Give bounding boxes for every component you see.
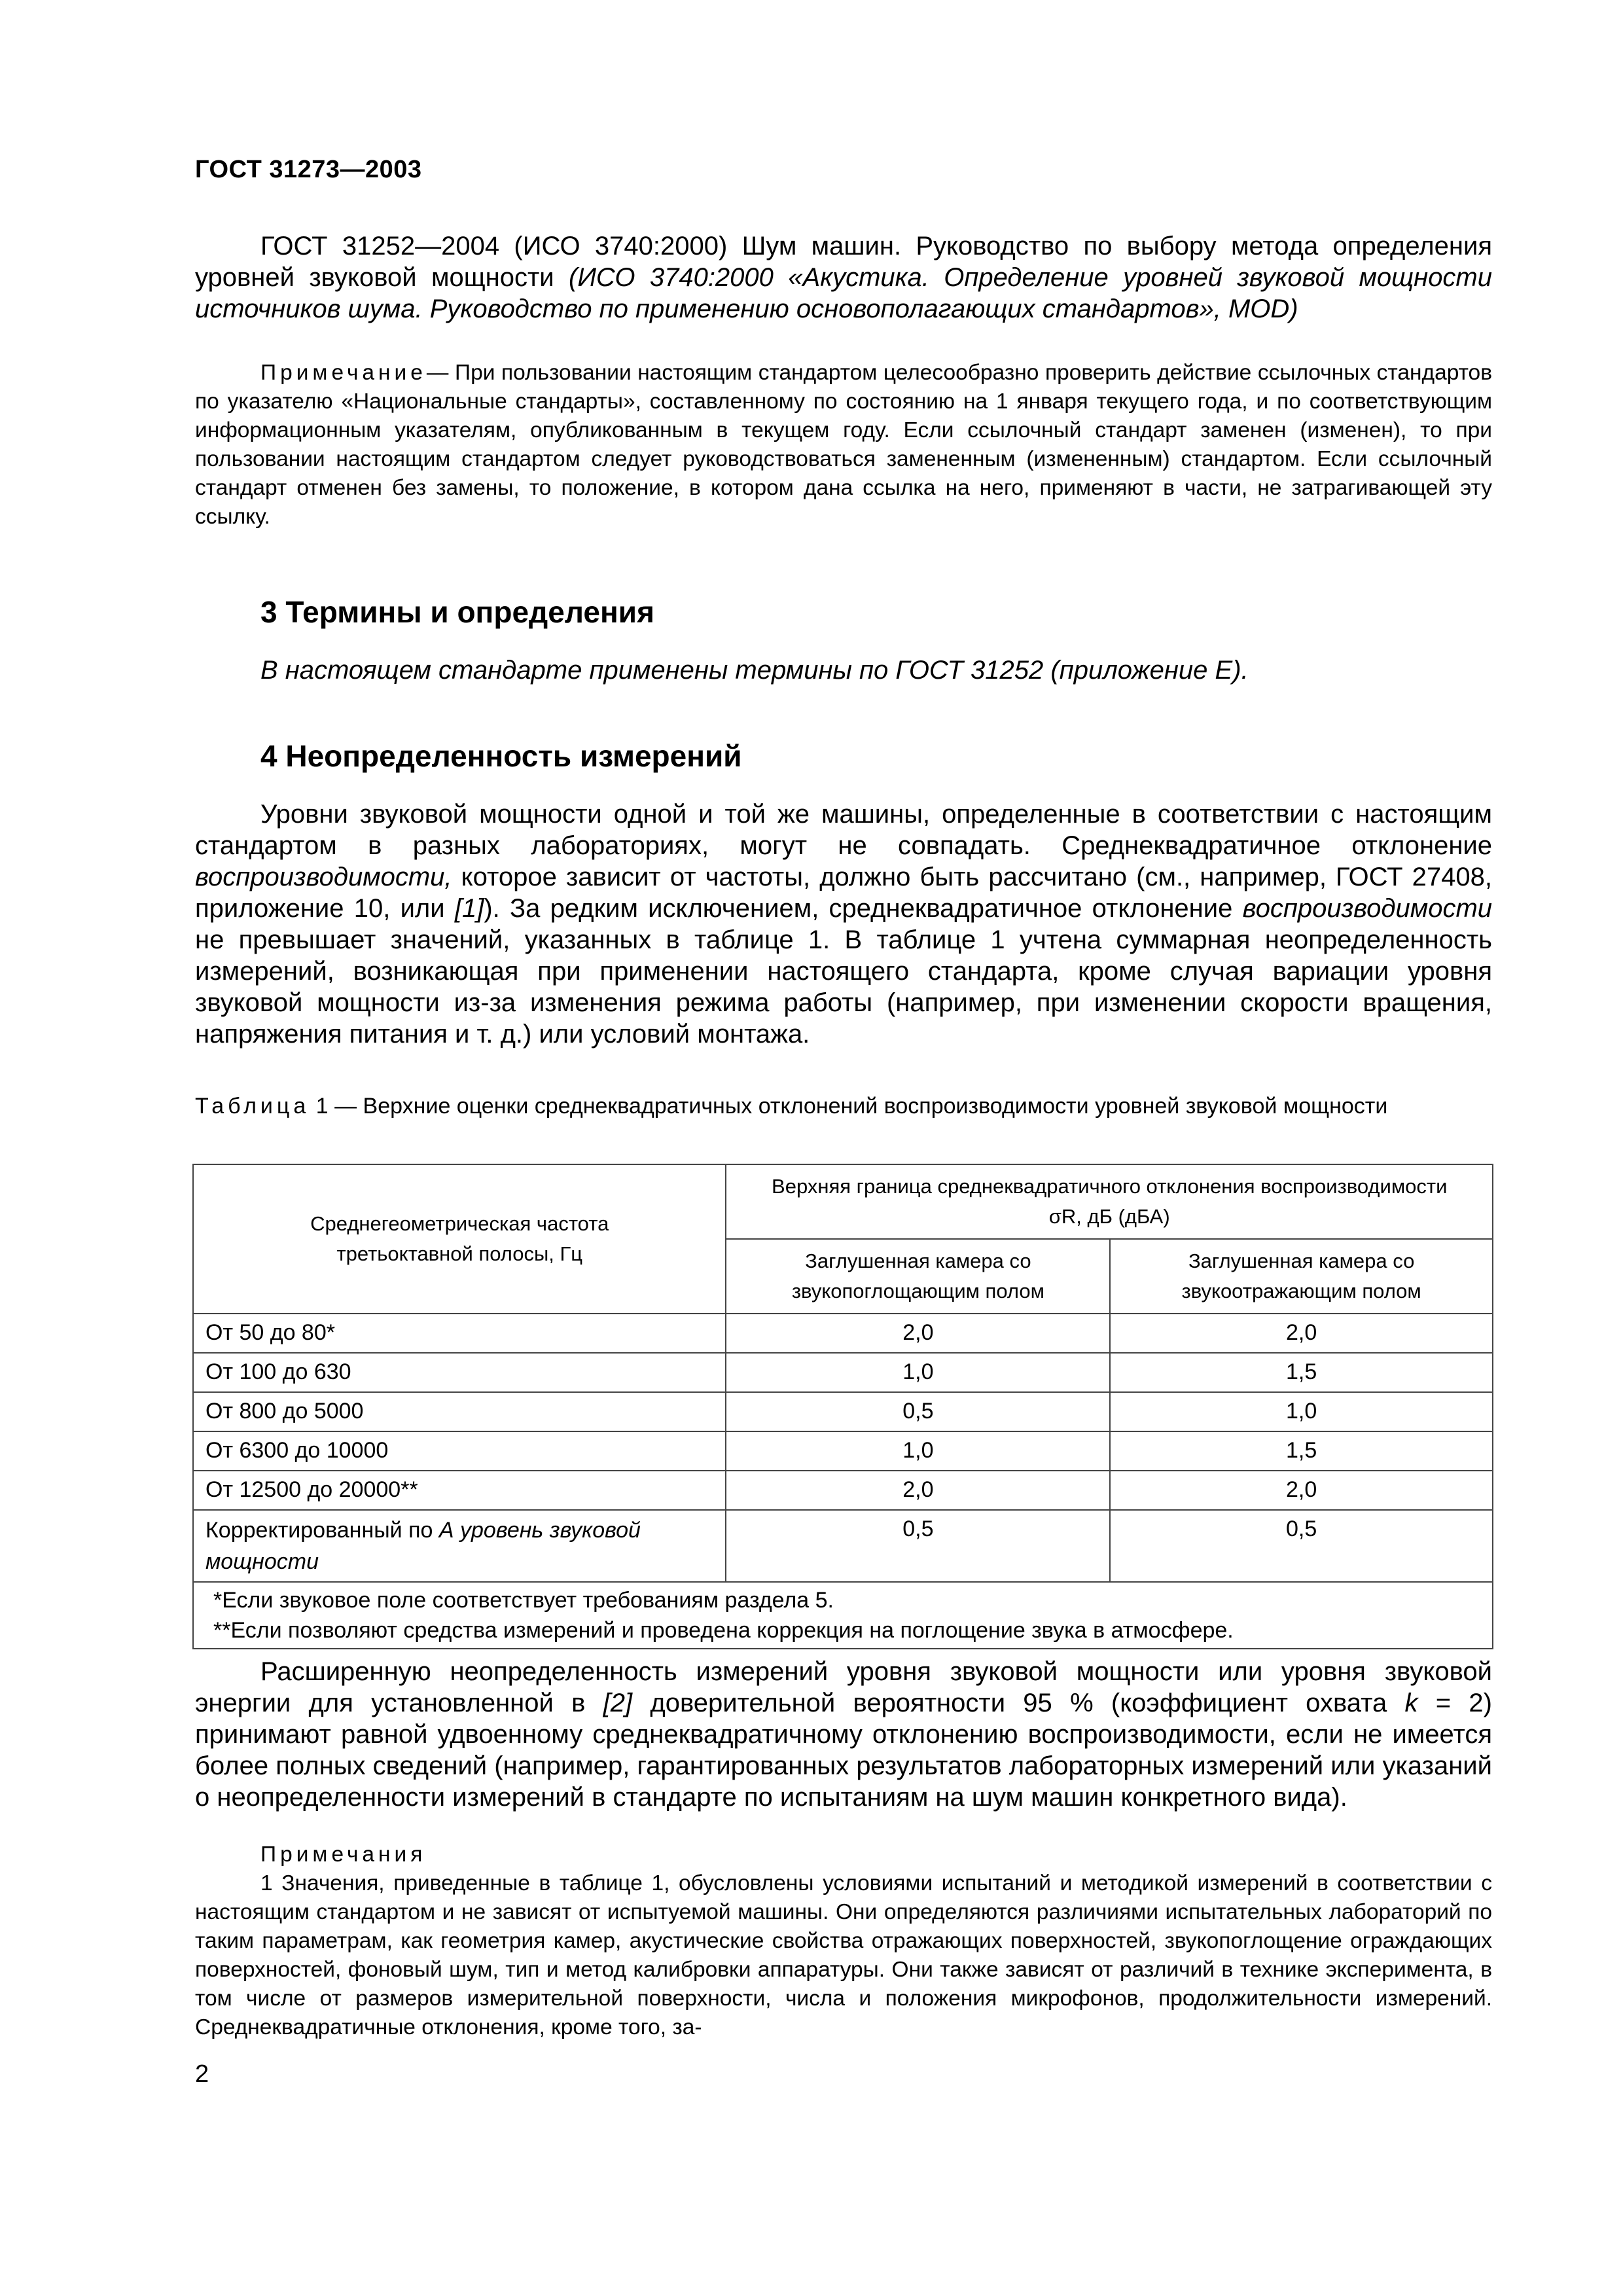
eu-k: k xyxy=(1404,1689,1418,1717)
cell-frequency: От 100 до 630 xyxy=(193,1353,726,1392)
table-caption-text: 1 — Верхние оценки среднеквадратичных отклонений воспроизводимости уровней звуковой мощности xyxy=(310,1094,1388,1119)
document-header: ГОСТ 31273—2003 xyxy=(195,156,422,183)
s4-italic-2: воспроизводимости xyxy=(1242,894,1493,923)
table-row xyxy=(193,1392,1493,1431)
cell-absorbing: 1,0 xyxy=(726,1431,1110,1471)
cell-reflecting: 1,5 xyxy=(1110,1431,1493,1471)
table-caption xyxy=(195,1093,1492,1119)
cell-reflecting: 1,0 xyxy=(1110,1392,1493,1431)
cell-absorbing: 0,5 xyxy=(726,1510,1110,1582)
footnote-1: *Если звуковое поле соответствует требованиям раздела 5. xyxy=(213,1588,834,1613)
section-4-paragraph xyxy=(195,798,1492,1050)
col-header-group xyxy=(726,1164,1493,1239)
note-label: Примечание xyxy=(260,361,427,385)
cell-frequency: От 50 до 80* xyxy=(193,1314,726,1353)
section-4-title: 4 Неопределенность измерений xyxy=(260,739,742,773)
table-1 xyxy=(195,1164,1492,1649)
table-caption-label: Таблица xyxy=(195,1094,310,1119)
s4-text-3: ). За редким исключением, среднеквадратичное отклонение xyxy=(484,894,1243,923)
cell-reflecting: 0,5 xyxy=(1110,1510,1493,1582)
corrected-label-italic: А уровень звуковой мощности xyxy=(205,1518,641,1574)
note-block xyxy=(195,359,1492,531)
s4-text-2: которое зависит от частоты, должно быть рассчитано (см., например, ГОСТ 27408, приложение 10, или xyxy=(195,863,1492,923)
table-row xyxy=(193,1510,1493,1582)
eu-ref: [2] xyxy=(603,1689,633,1717)
section-4 xyxy=(195,738,1492,1050)
group-header-text: Верхняя граница среднеквадратичного отклонения воспроизводимости xyxy=(772,1175,1448,1198)
cell-frequency xyxy=(193,1510,726,1582)
cell-frequency: От 12500 до 20000** xyxy=(193,1471,726,1510)
eu-text-3: = 2) принимают равной удвоенному среднеквадратичному отклонению воспроизводимости, если не имеется более полных сведений (например, гарантированных результатов лабораторных измерений или указаний о неопределенности измерений в стандарте по испытаниям на шум машин конкретного вида). xyxy=(195,1689,1492,1812)
table-row xyxy=(193,1471,1493,1510)
page-number: 2 xyxy=(195,2060,209,2088)
table-row xyxy=(193,1431,1493,1471)
notes-block xyxy=(195,1840,1492,2042)
cell-frequency: От 800 до 5000 xyxy=(193,1392,726,1431)
cell-reflecting: 2,0 xyxy=(1110,1471,1493,1510)
s4-text-1: Уровни звуковой мощности одной и той же машины, определенные в соответствии с настоящим стандартом в разных лабораториях, могут не совпадать. Среднеквадратичное отклонение xyxy=(195,800,1492,860)
table-row xyxy=(193,1353,1493,1392)
expanded-uncertainty-paragraph xyxy=(195,1656,1492,1813)
s4-text-4: не превышает значений, указанных в таблице 1. В таблице 1 учтена суммарная неопределенность измерений, возникающая при применении настоящего стандарта, кроме случая вариации уровня звуковой мощности из-за изменения режима работы (например, при изменении скорости вращения, напряжения питания и т. д.) или условий монтажа. xyxy=(195,925,1492,1049)
col-header-absorbing: Заглушенная камера со звукопоглощающим полом xyxy=(726,1239,1110,1314)
table-footnotes xyxy=(193,1582,1493,1649)
footnote-2: **Если позволяют средства измерений и проведена коррекция на поглощение звука в атмосфере. xyxy=(213,1618,1234,1643)
eu-text-1: Расширенную неопределенность измерений уровня звуковой мощности или уровня звуковой энергии для установленной в xyxy=(195,1657,1492,1717)
col-header-reflecting: Заглушенная камера со звукоотражающим полом xyxy=(1110,1239,1493,1314)
cell-absorbing: 2,0 xyxy=(726,1471,1110,1510)
section-3-text: В настоящем стандарте применены термины по ГОСТ 31252 (приложение Е). xyxy=(260,656,1249,685)
s4-italic-1: воспроизводимости, xyxy=(195,863,452,891)
cell-frequency: От 6300 до 10000 xyxy=(193,1431,726,1471)
cell-reflecting: 2,0 xyxy=(1110,1314,1493,1353)
note-1-text: 1 Значения, приведенные в таблице 1, обусловлены условиями испытаний и методикой измерений в соответствии с настоящим стандартом и не зависят от испытуемой машины. Они определяются различиями испытательных лабораторий по таким параметрам, как геометрия камер, акустические свойства отражающих поверхностей, звукопоглощение ограждающих поверхностей, фоновый шум, тип и метод калибровки аппаратуры. Они также зависят от различий в технике эксперимента, в том числе от размеров измерительной поверхности, числа и положения микрофонов, продолжительности измерений. Среднеквадратичные отклонения, кроме того, за- xyxy=(195,1871,1492,2039)
s4-ref-1: [1] xyxy=(454,894,484,923)
section-3-title: 3 Термины и определения xyxy=(260,595,654,629)
cell-absorbing: 2,0 xyxy=(726,1314,1110,1353)
cell-absorbing: 1,0 xyxy=(726,1353,1110,1392)
cell-absorbing: 0,5 xyxy=(726,1392,1110,1431)
note-text: — При пользовании настоящим стандартом целесообразно проверить действие ссылочных стандартов по указателю «Национальные стандарты», составленному по состоянию на 1 января текущего года, и по соответствующим информационным указателям, опубликованным в текущем году. Если ссылочный стандарт заменен (изменен), то при пользовании настоящим стандартом следует руководствоваться замененным (измененным) стандартом. Если ссылочный стандарт отменен без замены, то положение, в котором дана ссылка на него, применяют в части, не затрагивающей эту ссылку. xyxy=(195,361,1492,529)
eu-text-2: доверительной вероятности 95 % (коэффициент охвата xyxy=(632,1689,1405,1717)
table-row xyxy=(193,1314,1493,1353)
col-header-frequency: Среднегеометрическая частота третьоктавной полосы, Гц xyxy=(193,1164,726,1314)
notes-label: Примечания xyxy=(260,1842,427,1867)
group-header-unit: σR, дБ (дБА) xyxy=(1048,1205,1170,1228)
section-3 xyxy=(195,594,1492,686)
cell-reflecting: 1,5 xyxy=(1110,1353,1493,1392)
corrected-label-plain: Корректированный по xyxy=(205,1518,439,1543)
reference-italic: (ИСО 3740:2000 «Акустика. Определение уровней звуковой мощности источников шума. Руководство по применению основополагающих стандартов», MOD) xyxy=(195,263,1493,323)
reference-paragraph xyxy=(195,230,1492,325)
reference-plain: ГОСТ 31252—2004 (ИСО 3740:2000) Шум машин. Руководство по выбору метода определения уровней звуковой мощности xyxy=(195,232,1492,292)
